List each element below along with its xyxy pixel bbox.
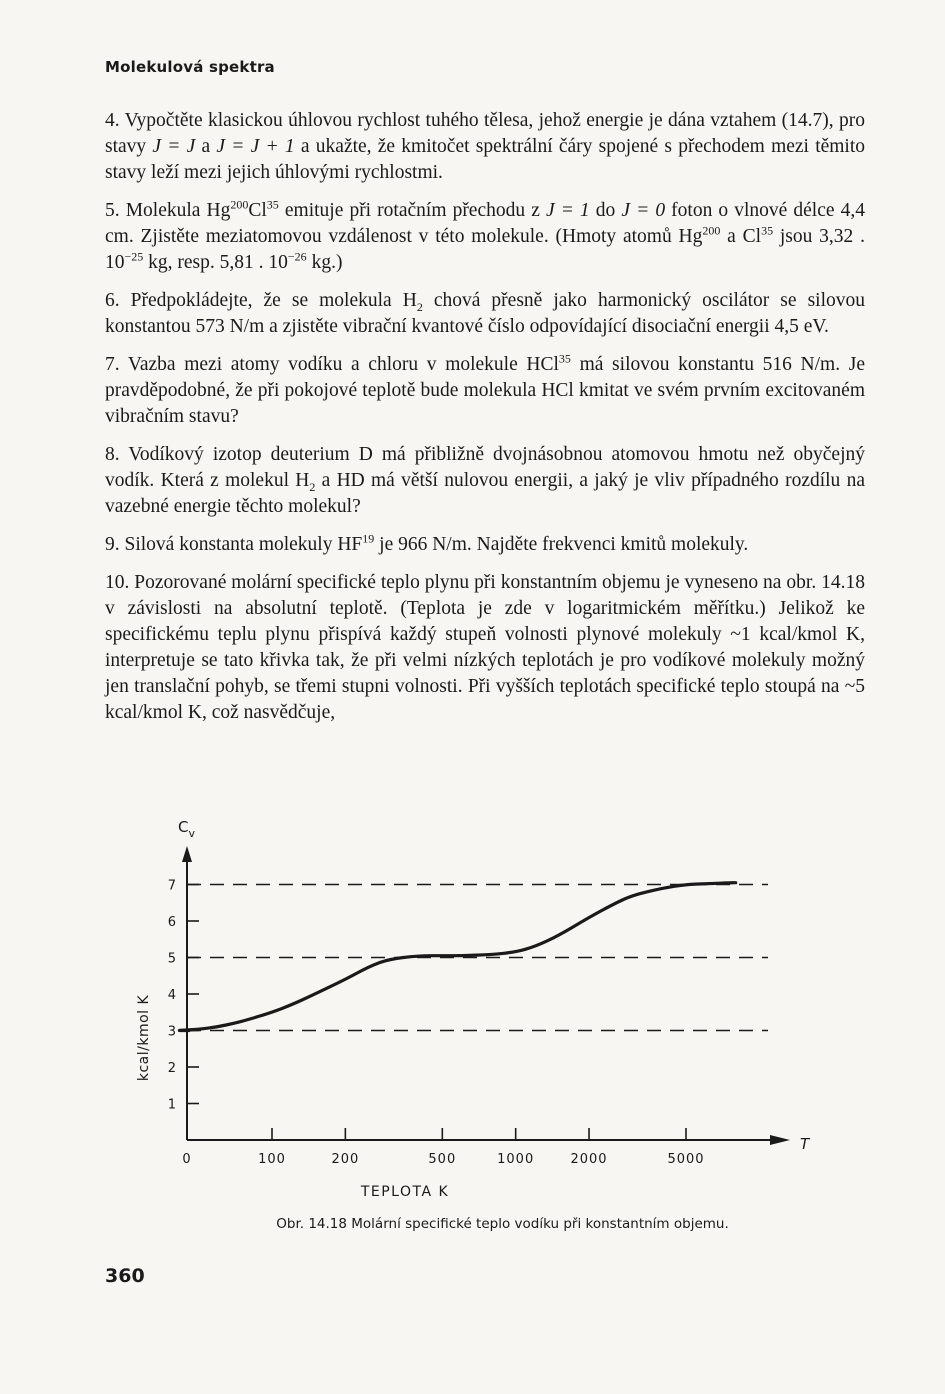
problem-5-text: emituje při rotačním přechodu z (278, 200, 546, 221)
problem-5-text: Cl (248, 200, 267, 221)
problem-10-text: 10. Pozorované molární specifické teplo plynu při konstantním objemu je vyneseno na obr. 14.18 v závislosti na absolutní teplotě. (Teplota je zde v logaritmickém měřítku.) Jelikož ke specifickému teplu plynu přispívá každý stupeň volnosti plynové molekuly ~1 kcal/kmol K, interpretuje se tato křivka tak, že při velmi nízkých teplotách je pro vodíkové molekuly možný jen translační pohyb, se třemi stupni volnosti. Při vyšších teplotách specifické teplo stoupá na ~5 kcal/kmol K, což nasvědčuje, (105, 572, 865, 723)
subscript: 2 (309, 479, 316, 494)
problem-4-text: a ukažte, že kmitočet spektrální čáry spojené s přechodem mezi těmito stavy leží mezi jejich úhlovými rychlostmi. (105, 136, 866, 183)
mass-number: 19 (362, 531, 375, 546)
x-tick-label: 200 (331, 1152, 360, 1167)
figure-14-18 (0, 810, 945, 1210)
problem-5-text: foton o vlnové délce 4,4 cm. Zjistěte meziatomovou vzdálenost v této molekule. (Hmoty atomů Hg (105, 200, 865, 247)
x-axis-label: TEPLOTA K (360, 1184, 450, 1200)
problem-8-text: a HD má větší nulovou energii, a jaký je vliv případného rozdílu na vazebné energie těchto molekul? (105, 470, 865, 517)
problem-10 (105, 570, 865, 726)
problem-5-text: 5. Molekula Hg (105, 200, 231, 221)
y-axis-symbol-subscript: v (188, 827, 195, 840)
problem-8-text: 8. Vodíkový izotop deuterium D má přibližně dvojnásobnou atomovou hmotu než obyčejný vodík. Která z molekul H (105, 444, 865, 491)
figure-caption: Obr. 14.18 Molární specifické teplo vodíku při konstantním objemu. (276, 1216, 729, 1232)
reference-lines (187, 885, 768, 1031)
y-tick-label: 6 (167, 915, 176, 930)
series-line (179, 883, 735, 1031)
problem-5-state-2: J = 0 (621, 200, 666, 221)
x-axis-symbol: T (800, 1135, 810, 1153)
problem-9-text: je 966 N/m. Najděte frekvenci kmitů molekuly. (374, 534, 749, 555)
problem-5-text: kg.) (306, 252, 343, 273)
y-axis-arrow (182, 846, 192, 862)
subscript: 2 (416, 299, 423, 314)
exponent: −25 (124, 249, 144, 264)
x-tick-label: 500 (428, 1152, 457, 1167)
problem-9-text: 9. Silová konstanta molekuly HF (105, 534, 363, 555)
y-ticks (168, 879, 199, 1113)
problem-5-text: a Cl (720, 226, 762, 247)
exponent: −26 (287, 249, 307, 264)
running-header: Molekulová spektra (105, 58, 275, 76)
x-ticks (182, 1128, 704, 1167)
mass-number: 200 (702, 223, 721, 238)
problem-5-text: do (589, 200, 622, 221)
problem-4-state-2: J = J + 1 (216, 136, 295, 157)
y-tick-label: 4 (167, 988, 176, 1003)
problem-6-text: chová přesně jako harmonický oscilátor se silovou konstantou 573 N/m a zjistěte vibrační kvantové číslo odpovídající disociační energii 4,5 eV. (105, 290, 865, 337)
problem-5-state-1: J = 1 (545, 200, 590, 221)
y-tick-label: 7 (167, 878, 176, 894)
problem-7 (105, 352, 865, 430)
problem-5-text: kg, resp. 5,81 . 10 (143, 252, 288, 273)
y-axis-symbol-letter: C (178, 818, 189, 836)
problem-list (105, 108, 865, 738)
page-number: 360 (105, 1265, 145, 1287)
problem-4-state-1: J = J (152, 136, 196, 157)
mass-number: 35 (761, 223, 774, 238)
problem-6 (105, 288, 865, 340)
y-tick-label: 2 (167, 1061, 176, 1076)
heat-capacity-chart (0, 810, 945, 1210)
x-tick-label: 0 (182, 1152, 192, 1167)
problem-8 (105, 442, 865, 520)
problem-5-text: jsou 3,32 . 10 (105, 226, 865, 273)
problem-4-text: a (195, 136, 217, 157)
x-axis-arrow (770, 1135, 790, 1145)
x-tick-label: 100 (258, 1152, 286, 1167)
axes (182, 846, 790, 1145)
mass-number: 200 (230, 197, 249, 212)
problem-9 (105, 532, 865, 558)
problem-6-text: 6. Předpokládejte, že se molekula H (105, 290, 417, 311)
y-axis-symbol (178, 818, 195, 840)
y-axis-label: kcal/kmol K (136, 994, 152, 1082)
x-tick-label: 2000 (570, 1152, 608, 1167)
mass-number: 35 (558, 351, 571, 366)
y-tick-label: 1 (167, 1097, 176, 1113)
problem-7-text: má silovou konstantu 516 N/m. Je pravděpodobné, že při pokojové teplotě bude molekula HCl kmitat ve svém prvním excitovaném vibračním stavu? (105, 354, 865, 427)
problem-4 (105, 108, 865, 186)
problem-4-text: 4. Vypočtěte klasickou úhlovou rychlost tuhého tělesa, jehož energie je dána vztahem (14.7), pro stavy (105, 110, 865, 157)
problem-5 (105, 198, 865, 276)
y-tick-label: 5 (167, 951, 176, 967)
x-tick-label: 1000 (497, 1152, 535, 1167)
problem-7-text: 7. Vazba mezi atomy vodíku a chloru v molekule HCl (105, 354, 559, 375)
x-tick-label: 5000 (667, 1152, 705, 1167)
mass-number: 35 (266, 197, 279, 212)
y-tick-label: 3 (167, 1024, 176, 1040)
